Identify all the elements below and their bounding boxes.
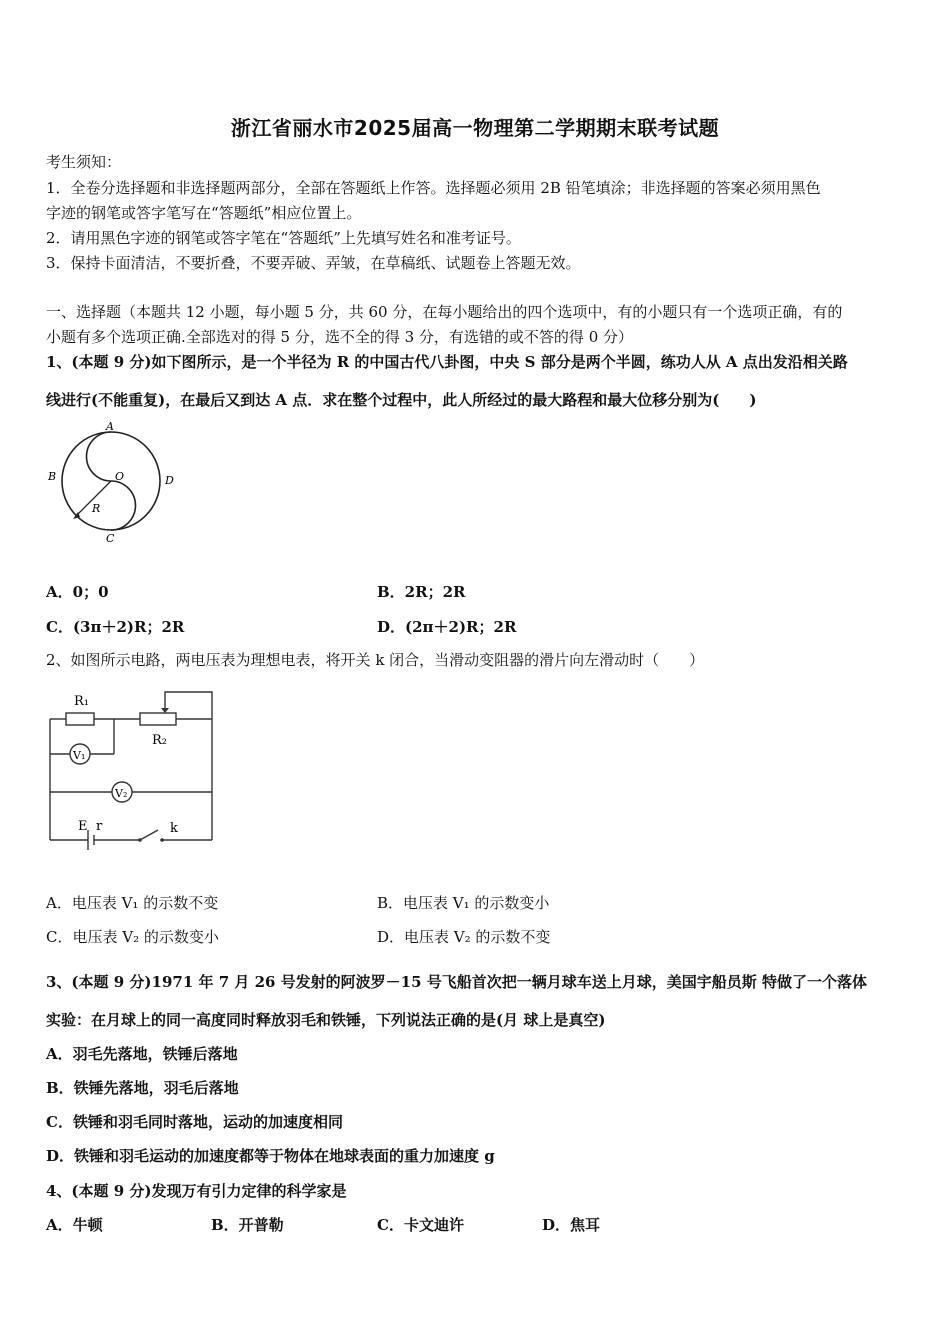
v1-label: V₁ (73, 749, 86, 762)
point-b-label: B (48, 470, 57, 483)
q1-option-a[interactable]: A．0；0 (46, 583, 109, 601)
r2-label: R₂ (152, 733, 167, 748)
radius-r-label: R (92, 502, 101, 515)
section-instructions-2: 小题有多个选项正确.全部选对的得 5 分，选不全的得 3 分，有选错的或不答的得 0 分） (46, 328, 634, 346)
notice-heading: 考生须知： (46, 153, 122, 171)
q3-option-c[interactable]: C．铁锤和羽毛同时落地，运动的加速度相同 (46, 1113, 343, 1131)
page-title: 浙江省丽水市2025届高一物理第二学期期末联考试题 (230, 116, 720, 140)
q4-option-d[interactable]: D．焦耳 (542, 1216, 601, 1234)
section-instructions-1: 一、选择题（本题共 12 小题，每小题 5 分，共 60 分，在每小题给出的四个选项中，有的小题只有一个选项正确，有的 (46, 303, 843, 321)
notice-item-1-cont: 字迹的钢笔或答字笔写在“答题纸”相应位置上。 (46, 204, 362, 222)
q3-option-d[interactable]: D．铁锤和羽毛运动的加速度都等于物体在地球表面的重力加速度 g (46, 1147, 495, 1165)
v2-label: V₂ (115, 787, 128, 800)
point-a-label: A (106, 420, 114, 433)
q3-stem-2: 实验：在月球上的同一高度同时释放羽毛和铁锤，下列说法正确的是(月 球上是真空) (46, 1011, 606, 1029)
circuit-diagram (44, 684, 224, 856)
q2-option-b[interactable]: B．电压表 V₁ 的示数变小 (377, 894, 550, 912)
q4-option-a[interactable]: A．牛顿 (46, 1216, 103, 1234)
q2-option-a[interactable]: A．电压表 V₁ 的示数不变 (46, 894, 219, 912)
q1-option-b[interactable]: B．2R；2R (377, 583, 466, 601)
q1-option-d[interactable]: D．(2π＋2)R；2R (377, 618, 517, 636)
q4-option-c[interactable]: C．卡文迪许 (377, 1216, 464, 1234)
bagua-diagram (40, 418, 190, 546)
point-c-label: C (106, 532, 115, 545)
center-o-label: O (115, 470, 125, 483)
point-d-label: D (165, 474, 174, 487)
notice-item-2: 2．请用黑色字迹的钢笔或答字笔在“答题纸”上先填写姓名和准考证号。 (46, 229, 521, 247)
emf-label: E (78, 819, 88, 834)
q4-stem: 4、(本题 9 分)发现万有引力定律的科学家是 (46, 1182, 347, 1200)
q3-option-a[interactable]: A．羽毛先落地，铁锤后落地 (46, 1045, 238, 1063)
q1-stem-2: 线进行(不能重复)，在最后又到达 A 点．求在整个过程中，此人所经过的最大路程和最大位移分别为( ) (46, 391, 757, 409)
q4-option-b[interactable]: B．开普勒 (211, 1216, 284, 1234)
r1-label: R₁ (74, 694, 89, 709)
switch-label: k (170, 821, 178, 836)
q2-option-d[interactable]: D．电压表 V₂ 的示数不变 (377, 928, 551, 946)
notice-item-1: 1．全卷分选择题和非选择题两部分，全部在答题纸上作答。选择题必须用 2B 铅笔填涂；非选择题的答案必须用黑色 (46, 179, 821, 197)
q3-option-b[interactable]: B．铁锤先落地，羽毛后落地 (46, 1079, 239, 1097)
notice-item-3: 3．保持卡面清洁，不要折叠，不要弄破、弄皱，在草稿纸、试题卷上答题无效。 (46, 254, 581, 272)
q1-stem-1: 1、(本题 9 分)如下图所示，是一个半径为 R 的中国古代八卦图，中央 S 部分是两个半圆，练功人从 A 点出发沿相关路 (46, 353, 848, 371)
internal-resistance-label: r (96, 819, 103, 834)
q3-stem-1: 3、(本题 9 分)1971 年 7 月 26 号发射的阿波罗－15 号飞船首次把一辆月球车送上月球，美国宇船员斯 特做了一个落体 (46, 973, 868, 991)
q2-stem: 2、如图所示电路，两电压表为理想电表，将开关 k 闭合，当滑动变阻器的滑片向左滑动时（ ） (46, 651, 705, 669)
q1-option-c[interactable]: C．(3π＋2)R；2R (46, 618, 185, 636)
q2-option-c[interactable]: C．电压表 V₂ 的示数变小 (46, 928, 219, 946)
